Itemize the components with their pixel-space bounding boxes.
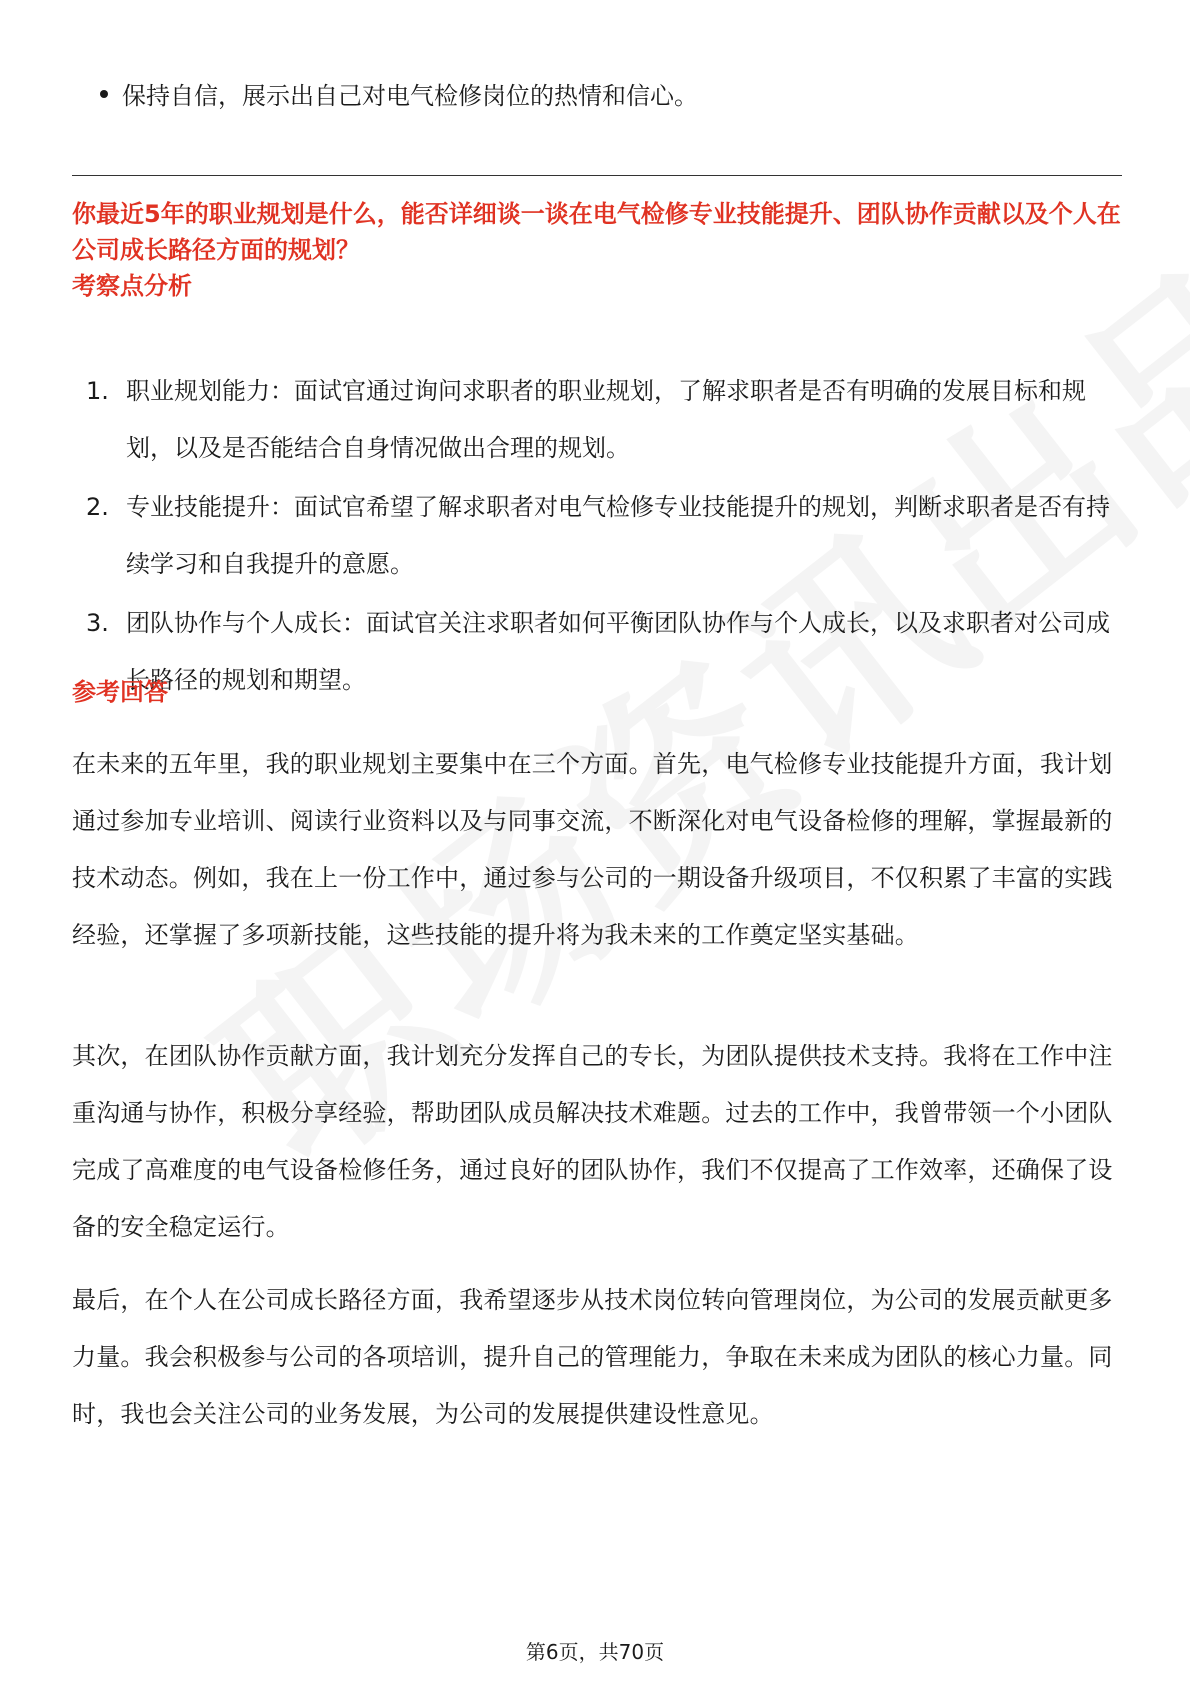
list-item xyxy=(86,363,1122,477)
bullet-item xyxy=(100,78,698,114)
list-number: 3. xyxy=(86,609,109,637)
list-text: 专业技能提升：面试官希望了解求职者对电气检修专业技能提升的规划，判断求职者是否有持续学习和自我提升的意愿。 xyxy=(126,493,1110,578)
answer-paragraph: 其次，在团队协作贡献方面，我计划充分发挥自己的专长，为团队提供技术支持。我将在工作中注重沟通与协作，积极分享经验，帮助团队成员解决技术难题。过去的工作中，我曾带领一个小团队完成了高难度的电气设备检修任务，通过良好的团队协作，我们不仅提高了工作效率，还确保了设备的安全稳定运行。 xyxy=(72,1042,1113,1241)
answer-paragraph: 最后，在个人在公司成长路径方面，我希望逐步从技术岗位转向管理岗位，为公司的发展贡献更多力量。我会积极参与公司的各项培训，提升自己的管理能力，争取在未来成为团队的核心力量。同时，我也会关注公司的业务发展，为公司的发展提供建设性意见。 xyxy=(72,1286,1113,1428)
list-text: 职业规划能力：面试官通过询问求职者的职业规划，了解求职者是否有明确的发展目标和规划，以及是否能结合自身情况做出合理的规划。 xyxy=(126,377,1086,462)
divider xyxy=(72,175,1122,176)
list-item xyxy=(86,479,1122,593)
list-text: 团队协作与个人成长：面试官关注求职者如何平衡团队协作与个人成长，以及求职者对公司成长路径的规划和期望。 xyxy=(126,609,1110,694)
list-number: 2. xyxy=(86,493,109,521)
analysis-list xyxy=(86,363,1122,711)
list-number: 1. xyxy=(86,377,109,405)
analysis-heading: 考察点分析 xyxy=(72,272,192,300)
bullet-icon xyxy=(100,90,108,98)
question-title: 你最近5年的职业规划是什么，能否详细谈一谈在电气检修专业技能提升、团队协作贡献以及个人在公司成长路径方面的规划？ xyxy=(72,200,1121,264)
answer-paragraph: 在未来的五年里，我的职业规划主要集中在三个方面。首先，电气检修专业技能提升方面，我计划通过参加专业培训、阅读行业资料以及与同事交流，不断深化对电气设备检修的理解，掌握最新的技术动态。例如，我在上一份工作中，通过参与公司的一期设备升级项目，不仅积累了丰富的实践经验，还掌握了多项新技能，这些技能的提升将为我未来的工作奠定坚实基础。 xyxy=(72,750,1113,949)
list-item xyxy=(86,595,1122,709)
page-number: 第6页，共70页 xyxy=(525,1640,665,1664)
bullet-text: 保持自信，展示出自己对电气检修岗位的热情和信心。 xyxy=(122,82,698,110)
answer-heading: 参考回答 xyxy=(72,678,168,706)
